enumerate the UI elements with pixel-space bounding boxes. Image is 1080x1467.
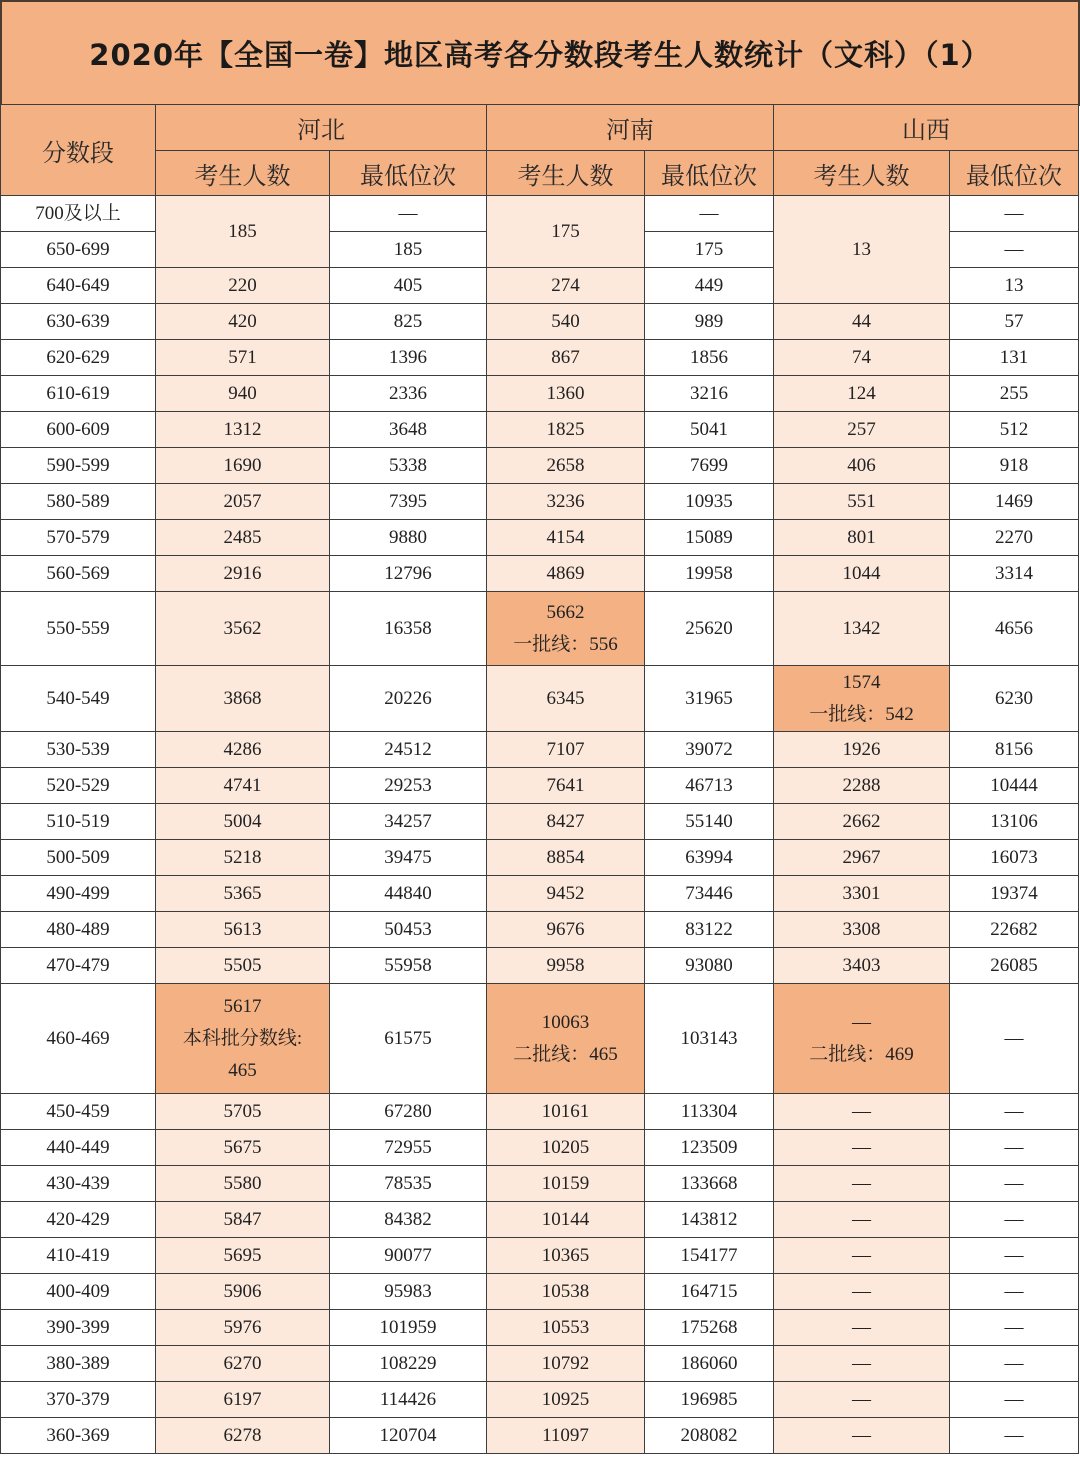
segment-cell: 560-569 (1, 556, 156, 592)
shanxi-rank-cell: 131 (950, 340, 1079, 376)
henan-rank-cell: 10935 (645, 484, 774, 520)
shanxi-rank-cell: 3314 (950, 556, 1079, 592)
henan-rank-cell: 7699 (645, 448, 774, 484)
henan-count-cell: 10161 (487, 1094, 645, 1130)
segment-cell: 440-449 (1, 1130, 156, 1166)
shanxi-count-cell: 2662 (774, 804, 950, 840)
henan-count-cell: 10792 (487, 1346, 645, 1382)
table-row (1, 984, 1079, 1094)
hebei-rank-cell: — (330, 196, 487, 232)
hebei-count-cell: 5705 (156, 1094, 330, 1130)
henan-count-cell: 10553 (487, 1310, 645, 1346)
shanxi-rank-cell: — (950, 1274, 1079, 1310)
henan-rank-cell: 93080 (645, 948, 774, 984)
hebei-rank-cell: 16358 (330, 592, 487, 666)
header-shanxi-rank: 最低位次 (950, 151, 1079, 196)
shanxi-count-cell: — (774, 1418, 950, 1454)
henan-rank-cell: 15089 (645, 520, 774, 556)
hebei-rank-cell: 120704 (330, 1418, 487, 1454)
hebei-rank-cell: 29253 (330, 768, 487, 804)
hebei-count-cell: 3868 (156, 666, 330, 732)
hebei-rank-cell: 39475 (330, 840, 487, 876)
shanxi-count-cell: 44 (774, 304, 950, 340)
shanxi-rank-cell: — (950, 232, 1079, 268)
table-row (1, 1346, 1079, 1382)
henan-count-cell: 7641 (487, 768, 645, 804)
shanxi-rank-cell: — (950, 1094, 1079, 1130)
henan-rank-cell: 103143 (645, 984, 774, 1094)
header-province-shanxi: 山西 (774, 105, 1079, 151)
hebei-count-cell: 6278 (156, 1418, 330, 1454)
segment-cell: 450-459 (1, 1094, 156, 1130)
table-row (1, 556, 1079, 592)
table-row (1, 912, 1079, 948)
table-row (1, 520, 1079, 556)
shanxi-rank-cell: 918 (950, 448, 1079, 484)
henan-rank-cell: 175268 (645, 1310, 774, 1346)
henan-count-cell: 4869 (487, 556, 645, 592)
shanxi-count-cell: 3301 (774, 876, 950, 912)
shanxi-rank-cell: 19374 (950, 876, 1079, 912)
henan-cutoff-note: 二批线：465 (513, 1043, 618, 1065)
henan-rank-cell: 164715 (645, 1274, 774, 1310)
shanxi-count-cell: — (774, 1094, 950, 1130)
hebei-count-cell: 4741 (156, 768, 330, 804)
henan-rank-cell: 73446 (645, 876, 774, 912)
segment-cell: 490-499 (1, 876, 156, 912)
hebei-count-cell: 420 (156, 304, 330, 340)
shanxi-rank-cell: 255 (950, 376, 1079, 412)
hebei-count-cell: 220 (156, 268, 330, 304)
henan-count-cell: 6345 (487, 666, 645, 732)
hebei-count-cell: 571 (156, 340, 330, 376)
hebei-count-cell: 5218 (156, 840, 330, 876)
segment-cell: 540-549 (1, 666, 156, 732)
hebei-count-cell: 6270 (156, 1346, 330, 1382)
table-row (1, 840, 1079, 876)
henan-rank-cell: 175 (645, 232, 774, 268)
shanxi-rank-cell: 2270 (950, 520, 1079, 556)
hebei-cutoff-score: 465 (228, 1059, 257, 1081)
segment-cell: 420-429 (1, 1202, 156, 1238)
hebei-count-cell: 5847 (156, 1202, 330, 1238)
shanxi-count-highlight-cell (774, 666, 950, 732)
shanxi-count-cell: 3308 (774, 912, 950, 948)
henan-rank-cell: 449 (645, 268, 774, 304)
henan-rank-cell: 989 (645, 304, 774, 340)
henan-rank-cell: 19958 (645, 556, 774, 592)
shanxi-count-cell: 1926 (774, 732, 950, 768)
shanxi-rank-cell: — (950, 1382, 1079, 1418)
segment-cell: 550-559 (1, 592, 156, 666)
henan-rank-cell: 55140 (645, 804, 774, 840)
shanxi-count-cell: 1342 (774, 592, 950, 666)
henan-rank-cell: 186060 (645, 1346, 774, 1382)
hebei-rank-cell: 405 (330, 268, 487, 304)
hebei-rank-cell: 108229 (330, 1346, 487, 1382)
segment-cell: 620-629 (1, 340, 156, 376)
henan-rank-cell: 123509 (645, 1130, 774, 1166)
shanxi-count-cell: — (774, 1310, 950, 1346)
shanxi-count-cell: 257 (774, 412, 950, 448)
hebei-rank-cell: 825 (330, 304, 487, 340)
shanxi-cutoff-note: 一批线：542 (809, 703, 914, 725)
header-hebei-count: 考生人数 (156, 151, 330, 196)
henan-count-cell: 175 (487, 196, 645, 268)
shanxi-count-cell: 2967 (774, 840, 950, 876)
henan-rank-cell: 31965 (645, 666, 774, 732)
henan-count-cell: 10365 (487, 1238, 645, 1274)
shanxi-count-cell: — (774, 1166, 950, 1202)
hebei-count-cell: 5004 (156, 804, 330, 840)
shanxi-count-value: — (852, 1011, 871, 1033)
table-row (1, 804, 1079, 840)
table-row (1, 666, 1079, 732)
henan-count-highlight-cell (487, 984, 645, 1094)
hebei-count-cell: 6197 (156, 1382, 330, 1418)
table-row (1, 196, 1079, 232)
henan-rank-cell: 5041 (645, 412, 774, 448)
shanxi-count-cell: — (774, 1346, 950, 1382)
henan-rank-cell: — (645, 196, 774, 232)
henan-count-cell: 1825 (487, 412, 645, 448)
segment-cell: 600-609 (1, 412, 156, 448)
table-row (1, 876, 1079, 912)
henan-count-value: 5662 (546, 601, 585, 623)
shanxi-count-cell: — (774, 1238, 950, 1274)
segment-cell: 380-389 (1, 1346, 156, 1382)
shanxi-count-cell: 3403 (774, 948, 950, 984)
henan-count-cell: 8427 (487, 804, 645, 840)
henan-count-cell: 7107 (487, 732, 645, 768)
shanxi-count-cell: 2288 (774, 768, 950, 804)
segment-cell: 430-439 (1, 1166, 156, 1202)
hebei-count-cell: 1690 (156, 448, 330, 484)
henan-count-cell: 10538 (487, 1274, 645, 1310)
henan-count-cell: 867 (487, 340, 645, 376)
shanxi-count-value: 1574 (842, 671, 881, 693)
shanxi-rank-cell: 13106 (950, 804, 1079, 840)
hebei-count-cell: 1312 (156, 412, 330, 448)
hebei-rank-cell: 61575 (330, 984, 487, 1094)
henan-rank-cell: 46713 (645, 768, 774, 804)
henan-count-cell: 10144 (487, 1202, 645, 1238)
segment-cell: 400-409 (1, 1274, 156, 1310)
hebei-count-value: 5617 (223, 995, 262, 1017)
shanxi-rank-cell: 4656 (950, 592, 1079, 666)
shanxi-rank-cell: — (950, 1346, 1079, 1382)
hebei-rank-cell: 185 (330, 232, 487, 268)
segment-cell: 510-519 (1, 804, 156, 840)
header-henan-count: 考生人数 (487, 151, 645, 196)
shanxi-rank-cell: 57 (950, 304, 1079, 340)
table-row (1, 340, 1079, 376)
table-row (1, 948, 1079, 984)
hebei-rank-cell: 7395 (330, 484, 487, 520)
hebei-rank-cell: 1396 (330, 340, 487, 376)
henan-count-cell: 8854 (487, 840, 645, 876)
henan-count-cell: 540 (487, 304, 645, 340)
shanxi-rank-cell: — (950, 1310, 1079, 1346)
header-segment: 分数段 (1, 105, 156, 196)
segment-cell: 470-479 (1, 948, 156, 984)
henan-count-cell: 9958 (487, 948, 645, 984)
shanxi-rank-cell: — (950, 1130, 1079, 1166)
table-row (1, 304, 1079, 340)
score-table (0, 104, 1079, 1454)
henan-rank-cell: 133668 (645, 1166, 774, 1202)
henan-count-cell: 2658 (487, 448, 645, 484)
hebei-rank-cell: 24512 (330, 732, 487, 768)
table-row (1, 1238, 1079, 1274)
hebei-count-cell: 2485 (156, 520, 330, 556)
segment-cell: 370-379 (1, 1382, 156, 1418)
hebei-count-cell: 3562 (156, 592, 330, 666)
table-row (1, 768, 1079, 804)
hebei-cutoff-label: 本科批分数线: (182, 1027, 303, 1049)
shanxi-rank-cell: — (950, 1238, 1079, 1274)
henan-count-cell: 4154 (487, 520, 645, 556)
segment-cell: 570-579 (1, 520, 156, 556)
table-row (1, 484, 1079, 520)
hebei-rank-cell: 34257 (330, 804, 487, 840)
henan-rank-cell: 39072 (645, 732, 774, 768)
header-henan-rank: 最低位次 (645, 151, 774, 196)
table-row (1, 1310, 1079, 1346)
table-row (1, 1202, 1079, 1238)
table-row (1, 732, 1079, 768)
table-row (1, 448, 1079, 484)
shanxi-count-cell: — (774, 1202, 950, 1238)
hebei-count-cell: 5906 (156, 1274, 330, 1310)
segment-cell: 590-599 (1, 448, 156, 484)
hebei-count-cell: 185 (156, 196, 330, 268)
henan-count-cell: 10159 (487, 1166, 645, 1202)
shanxi-rank-cell: — (950, 196, 1079, 232)
shanxi-rank-cell: — (950, 1202, 1079, 1238)
henan-count-cell: 3236 (487, 484, 645, 520)
hebei-count-cell: 2057 (156, 484, 330, 520)
hebei-rank-cell: 67280 (330, 1094, 487, 1130)
hebei-count-cell: 5505 (156, 948, 330, 984)
shanxi-rank-cell: 6230 (950, 666, 1079, 732)
header-province-henan: 河南 (487, 105, 774, 151)
henan-count-highlight-cell (487, 592, 645, 666)
hebei-count-cell: 940 (156, 376, 330, 412)
henan-rank-cell: 154177 (645, 1238, 774, 1274)
henan-rank-cell: 25620 (645, 592, 774, 666)
henan-count-cell: 11097 (487, 1418, 645, 1454)
shanxi-count-cell: 13 (774, 196, 950, 304)
segment-cell: 630-639 (1, 304, 156, 340)
shanxi-count-cell: 124 (774, 376, 950, 412)
hebei-rank-cell: 3648 (330, 412, 487, 448)
segment-cell: 410-419 (1, 1238, 156, 1274)
table-row (1, 376, 1079, 412)
shanxi-count-cell: 74 (774, 340, 950, 376)
shanxi-count-cell: 801 (774, 520, 950, 556)
hebei-rank-cell: 95983 (330, 1274, 487, 1310)
segment-cell: 360-369 (1, 1418, 156, 1454)
table-row (1, 1166, 1079, 1202)
shanxi-rank-cell: 16073 (950, 840, 1079, 876)
header-province-hebei: 河北 (156, 105, 487, 151)
table-row (1, 592, 1079, 666)
shanxi-rank-cell: 8156 (950, 732, 1079, 768)
hebei-count-cell: 5580 (156, 1166, 330, 1202)
hebei-rank-cell: 84382 (330, 1202, 487, 1238)
hebei-count-cell: 2916 (156, 556, 330, 592)
henan-rank-cell: 83122 (645, 912, 774, 948)
henan-rank-cell: 3216 (645, 376, 774, 412)
table-row (1, 1094, 1079, 1130)
table-row (1, 412, 1079, 448)
table-row (1, 1274, 1079, 1310)
shanxi-count-cell: — (774, 1274, 950, 1310)
hebei-count-highlight-cell (156, 984, 330, 1094)
henan-rank-cell: 208082 (645, 1418, 774, 1454)
hebei-count-cell: 4286 (156, 732, 330, 768)
hebei-count-cell: 5365 (156, 876, 330, 912)
henan-rank-cell: 143812 (645, 1202, 774, 1238)
shanxi-count-highlight-cell (774, 984, 950, 1094)
hebei-rank-cell: 78535 (330, 1166, 487, 1202)
table-title: 2020年【全国一卷】地区高考各分数段考生人数统计（文科）（1） (0, 0, 1080, 106)
hebei-count-cell: 5695 (156, 1238, 330, 1274)
header-shanxi-count: 考生人数 (774, 151, 950, 196)
header-hebei-rank: 最低位次 (330, 151, 487, 196)
hebei-rank-cell: 2336 (330, 376, 487, 412)
shanxi-rank-cell: — (950, 984, 1079, 1094)
hebei-rank-cell: 55958 (330, 948, 487, 984)
henan-count-cell: 10925 (487, 1382, 645, 1418)
shanxi-rank-cell: 26085 (950, 948, 1079, 984)
segment-cell: 500-509 (1, 840, 156, 876)
hebei-rank-cell: 5338 (330, 448, 487, 484)
shanxi-count-cell: 1044 (774, 556, 950, 592)
shanxi-count-cell: — (774, 1382, 950, 1418)
table-row (1, 1382, 1079, 1418)
segment-cell: 610-619 (1, 376, 156, 412)
segment-cell: 480-489 (1, 912, 156, 948)
hebei-count-cell: 5613 (156, 912, 330, 948)
henan-rank-cell: 1856 (645, 340, 774, 376)
hebei-rank-cell: 44840 (330, 876, 487, 912)
henan-cutoff-note: 一批线：556 (513, 633, 618, 655)
shanxi-count-cell: 406 (774, 448, 950, 484)
hebei-rank-cell: 90077 (330, 1238, 487, 1274)
hebei-rank-cell: 114426 (330, 1382, 487, 1418)
segment-cell: 640-649 (1, 268, 156, 304)
hebei-rank-cell: 101959 (330, 1310, 487, 1346)
hebei-rank-cell: 9880 (330, 520, 487, 556)
shanxi-count-cell: — (774, 1130, 950, 1166)
shanxi-cutoff-note: 二批线：469 (809, 1043, 914, 1065)
henan-count-cell: 9452 (487, 876, 645, 912)
hebei-rank-cell: 50453 (330, 912, 487, 948)
henan-count-cell: 9676 (487, 912, 645, 948)
segment-cell: 530-539 (1, 732, 156, 768)
shanxi-rank-cell: 1469 (950, 484, 1079, 520)
segment-cell: 520-529 (1, 768, 156, 804)
shanxi-rank-cell: — (950, 1418, 1079, 1454)
table-row (1, 1418, 1079, 1454)
shanxi-rank-cell: 512 (950, 412, 1079, 448)
henan-count-cell: 10205 (487, 1130, 645, 1166)
henan-count-cell: 274 (487, 268, 645, 304)
table-row (1, 1130, 1079, 1166)
hebei-rank-cell: 72955 (330, 1130, 487, 1166)
segment-cell: 700及以上 (1, 196, 156, 232)
hebei-rank-cell: 20226 (330, 666, 487, 732)
shanxi-rank-cell: 13 (950, 268, 1079, 304)
hebei-count-cell: 5675 (156, 1130, 330, 1166)
henan-count-cell: 1360 (487, 376, 645, 412)
henan-rank-cell: 196985 (645, 1382, 774, 1418)
shanxi-rank-cell: — (950, 1166, 1079, 1202)
segment-cell: 580-589 (1, 484, 156, 520)
segment-cell: 390-399 (1, 1310, 156, 1346)
shanxi-rank-cell: 10444 (950, 768, 1079, 804)
segment-cell: 650-699 (1, 232, 156, 268)
segment-cell: 460-469 (1, 984, 156, 1094)
shanxi-rank-cell: 22682 (950, 912, 1079, 948)
henan-rank-cell: 113304 (645, 1094, 774, 1130)
henan-count-value: 10063 (541, 1011, 590, 1033)
hebei-count-cell: 5976 (156, 1310, 330, 1346)
shanxi-count-cell: 551 (774, 484, 950, 520)
hebei-rank-cell: 12796 (330, 556, 487, 592)
henan-rank-cell: 63994 (645, 840, 774, 876)
